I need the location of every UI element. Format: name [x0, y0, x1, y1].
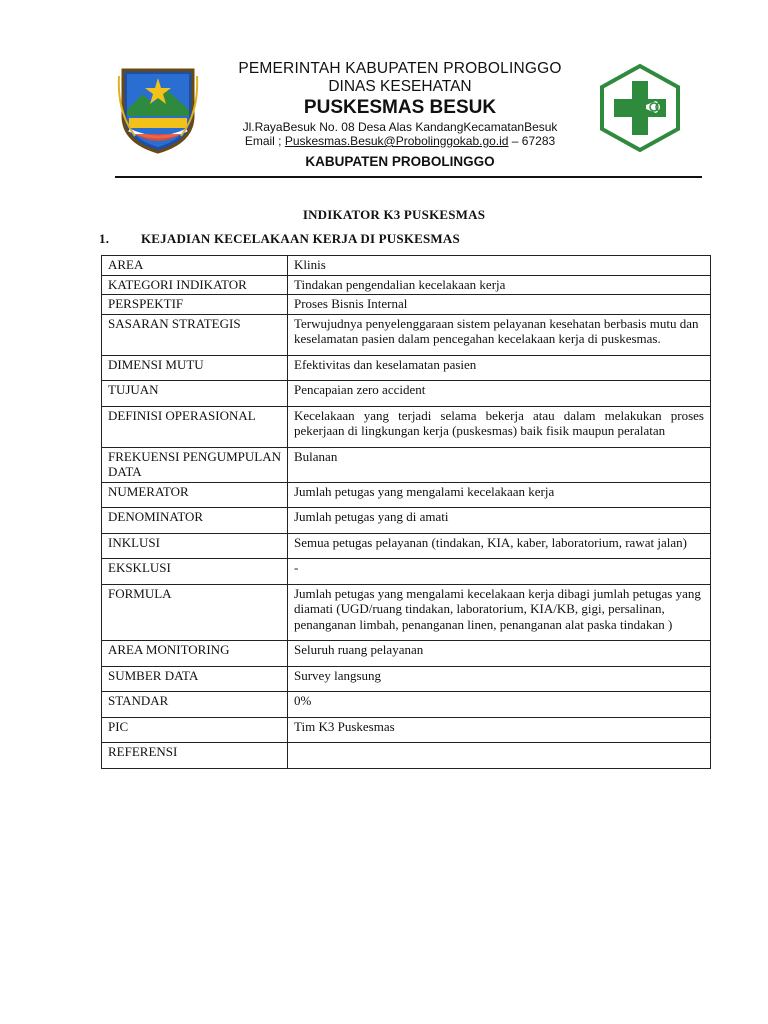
row-value: Jumlah petugas yang mengalami kecelakaan kerja — [288, 482, 711, 508]
row-value: - — [288, 559, 711, 585]
row-label: INKLUSI — [102, 533, 288, 559]
row-label: EKSKLUSI — [102, 559, 288, 585]
table-row — [102, 717, 711, 743]
row-value: Jumlah petugas yang mengalami kecelakaan kerja dibagi jumlah petugas yang diamati (UGD/ruang tindakan, laboratorium, KIA/KB, gigi, persalinan, penanganan limbah, penanganan linen, penanganan alat paska tindakan ) — [288, 584, 711, 641]
row-label: TUJUAN — [102, 381, 288, 407]
row-value: Survey langsung — [288, 666, 711, 692]
email-link[interactable]: Puskesmas.Besuk@Probolinggokab.go.id — [284, 134, 509, 148]
table-row — [102, 666, 711, 692]
table-row — [102, 641, 711, 667]
contact-line — [210, 134, 590, 148]
row-label: REFERENSI — [102, 743, 288, 769]
table-row — [102, 256, 711, 276]
row-label: PERSPEKTIF — [102, 295, 288, 315]
table-row — [102, 743, 711, 769]
table-row — [102, 559, 711, 585]
row-value: Bulanan — [288, 447, 711, 482]
table-row — [102, 355, 711, 381]
row-value: Semua petugas pelayanan (tindakan, KIA, kaber, laboratorium, rawat jalan) — [288, 533, 711, 559]
table-row — [102, 447, 711, 482]
puskesmas-logo-icon — [598, 63, 682, 153]
header-rule — [115, 176, 702, 178]
document-title: INDIKATOR K3 PUSKESMAS — [302, 207, 486, 222]
row-label: FREKUENSI PENGUMPULAN DATA — [102, 447, 288, 482]
government-name: PEMERINTAH KABUPATEN PROBOLINGGO — [238, 60, 562, 77]
row-label: DENOMINATOR — [102, 508, 288, 534]
row-value: Proses Bisnis Internal — [288, 295, 711, 315]
row-label: DEFINISI OPERASIONAL — [102, 406, 288, 447]
section-number: 1. — [99, 231, 110, 246]
row-label: PIC — [102, 717, 288, 743]
row-label: SUMBER DATA — [102, 666, 288, 692]
row-label: DIMENSI MUTU — [102, 355, 288, 381]
row-value: Tim K3 Puskesmas — [288, 717, 711, 743]
row-label: KATEGORI INDIKATOR — [102, 275, 288, 295]
table-row — [102, 314, 711, 355]
kabupaten-label: KABUPATEN PROBOLINGGO — [305, 154, 495, 169]
row-label: AREA — [102, 256, 288, 276]
row-value: Seluruh ruang pelayanan — [288, 641, 711, 667]
row-value: Kecelakaan yang terjadi selama bekerja atau dalam melakukan proses pekerjaan di lingkungan kerja (puskesmas) baik fisik maupun peralatan — [288, 406, 711, 447]
table-row — [102, 482, 711, 508]
section-heading — [99, 231, 460, 247]
row-value — [288, 743, 711, 769]
row-value: Efektivitas dan keselamatan pasien — [288, 355, 711, 381]
table-row — [102, 584, 711, 641]
address: Jl.RayaBesuk No. 08 Desa Alas KandangKecamatanBesuk — [242, 120, 558, 134]
row-label: NUMERATOR — [102, 482, 288, 508]
table-row — [102, 508, 711, 534]
row-value: Pencapaian zero accident — [288, 381, 711, 407]
table-row — [102, 295, 711, 315]
puskesmas-name: PUSKESMAS BESUK — [303, 97, 497, 118]
row-label: AREA MONITORING — [102, 641, 288, 667]
row-value: Terwujudnya penyelenggaraan sistem pelayanan kesehatan berbasis mutu dan keselamatan pasien dalam pencegahan kecelakaan kerja di puskesmas. — [288, 314, 711, 355]
letterhead-text — [210, 60, 590, 148]
table-row — [102, 692, 711, 718]
email-suffix: – 67283 — [508, 134, 556, 148]
row-value: Jumlah petugas yang di amati — [288, 508, 711, 534]
email-prefix: Email ; — [244, 134, 285, 148]
row-label: STANDAR — [102, 692, 288, 718]
indicator-table — [101, 255, 711, 769]
row-value: Klinis — [288, 256, 711, 276]
row-value: Tindakan pengendalian kecelakaan kerja — [288, 275, 711, 295]
table-row — [102, 533, 711, 559]
section-title: KEJADIAN KECELAKAAN KERJA DI PUSKESMAS — [141, 231, 460, 246]
table-row — [102, 275, 711, 295]
row-label: FORMULA — [102, 584, 288, 641]
row-label: SASARAN STRATEGIS — [102, 314, 288, 355]
table-row — [102, 406, 711, 447]
department-name: DINAS KESEHATAN — [328, 78, 472, 95]
row-value: 0% — [288, 692, 711, 718]
letterhead — [0, 0, 768, 190]
table-row — [102, 381, 711, 407]
probolinggo-emblem-icon — [115, 64, 201, 154]
